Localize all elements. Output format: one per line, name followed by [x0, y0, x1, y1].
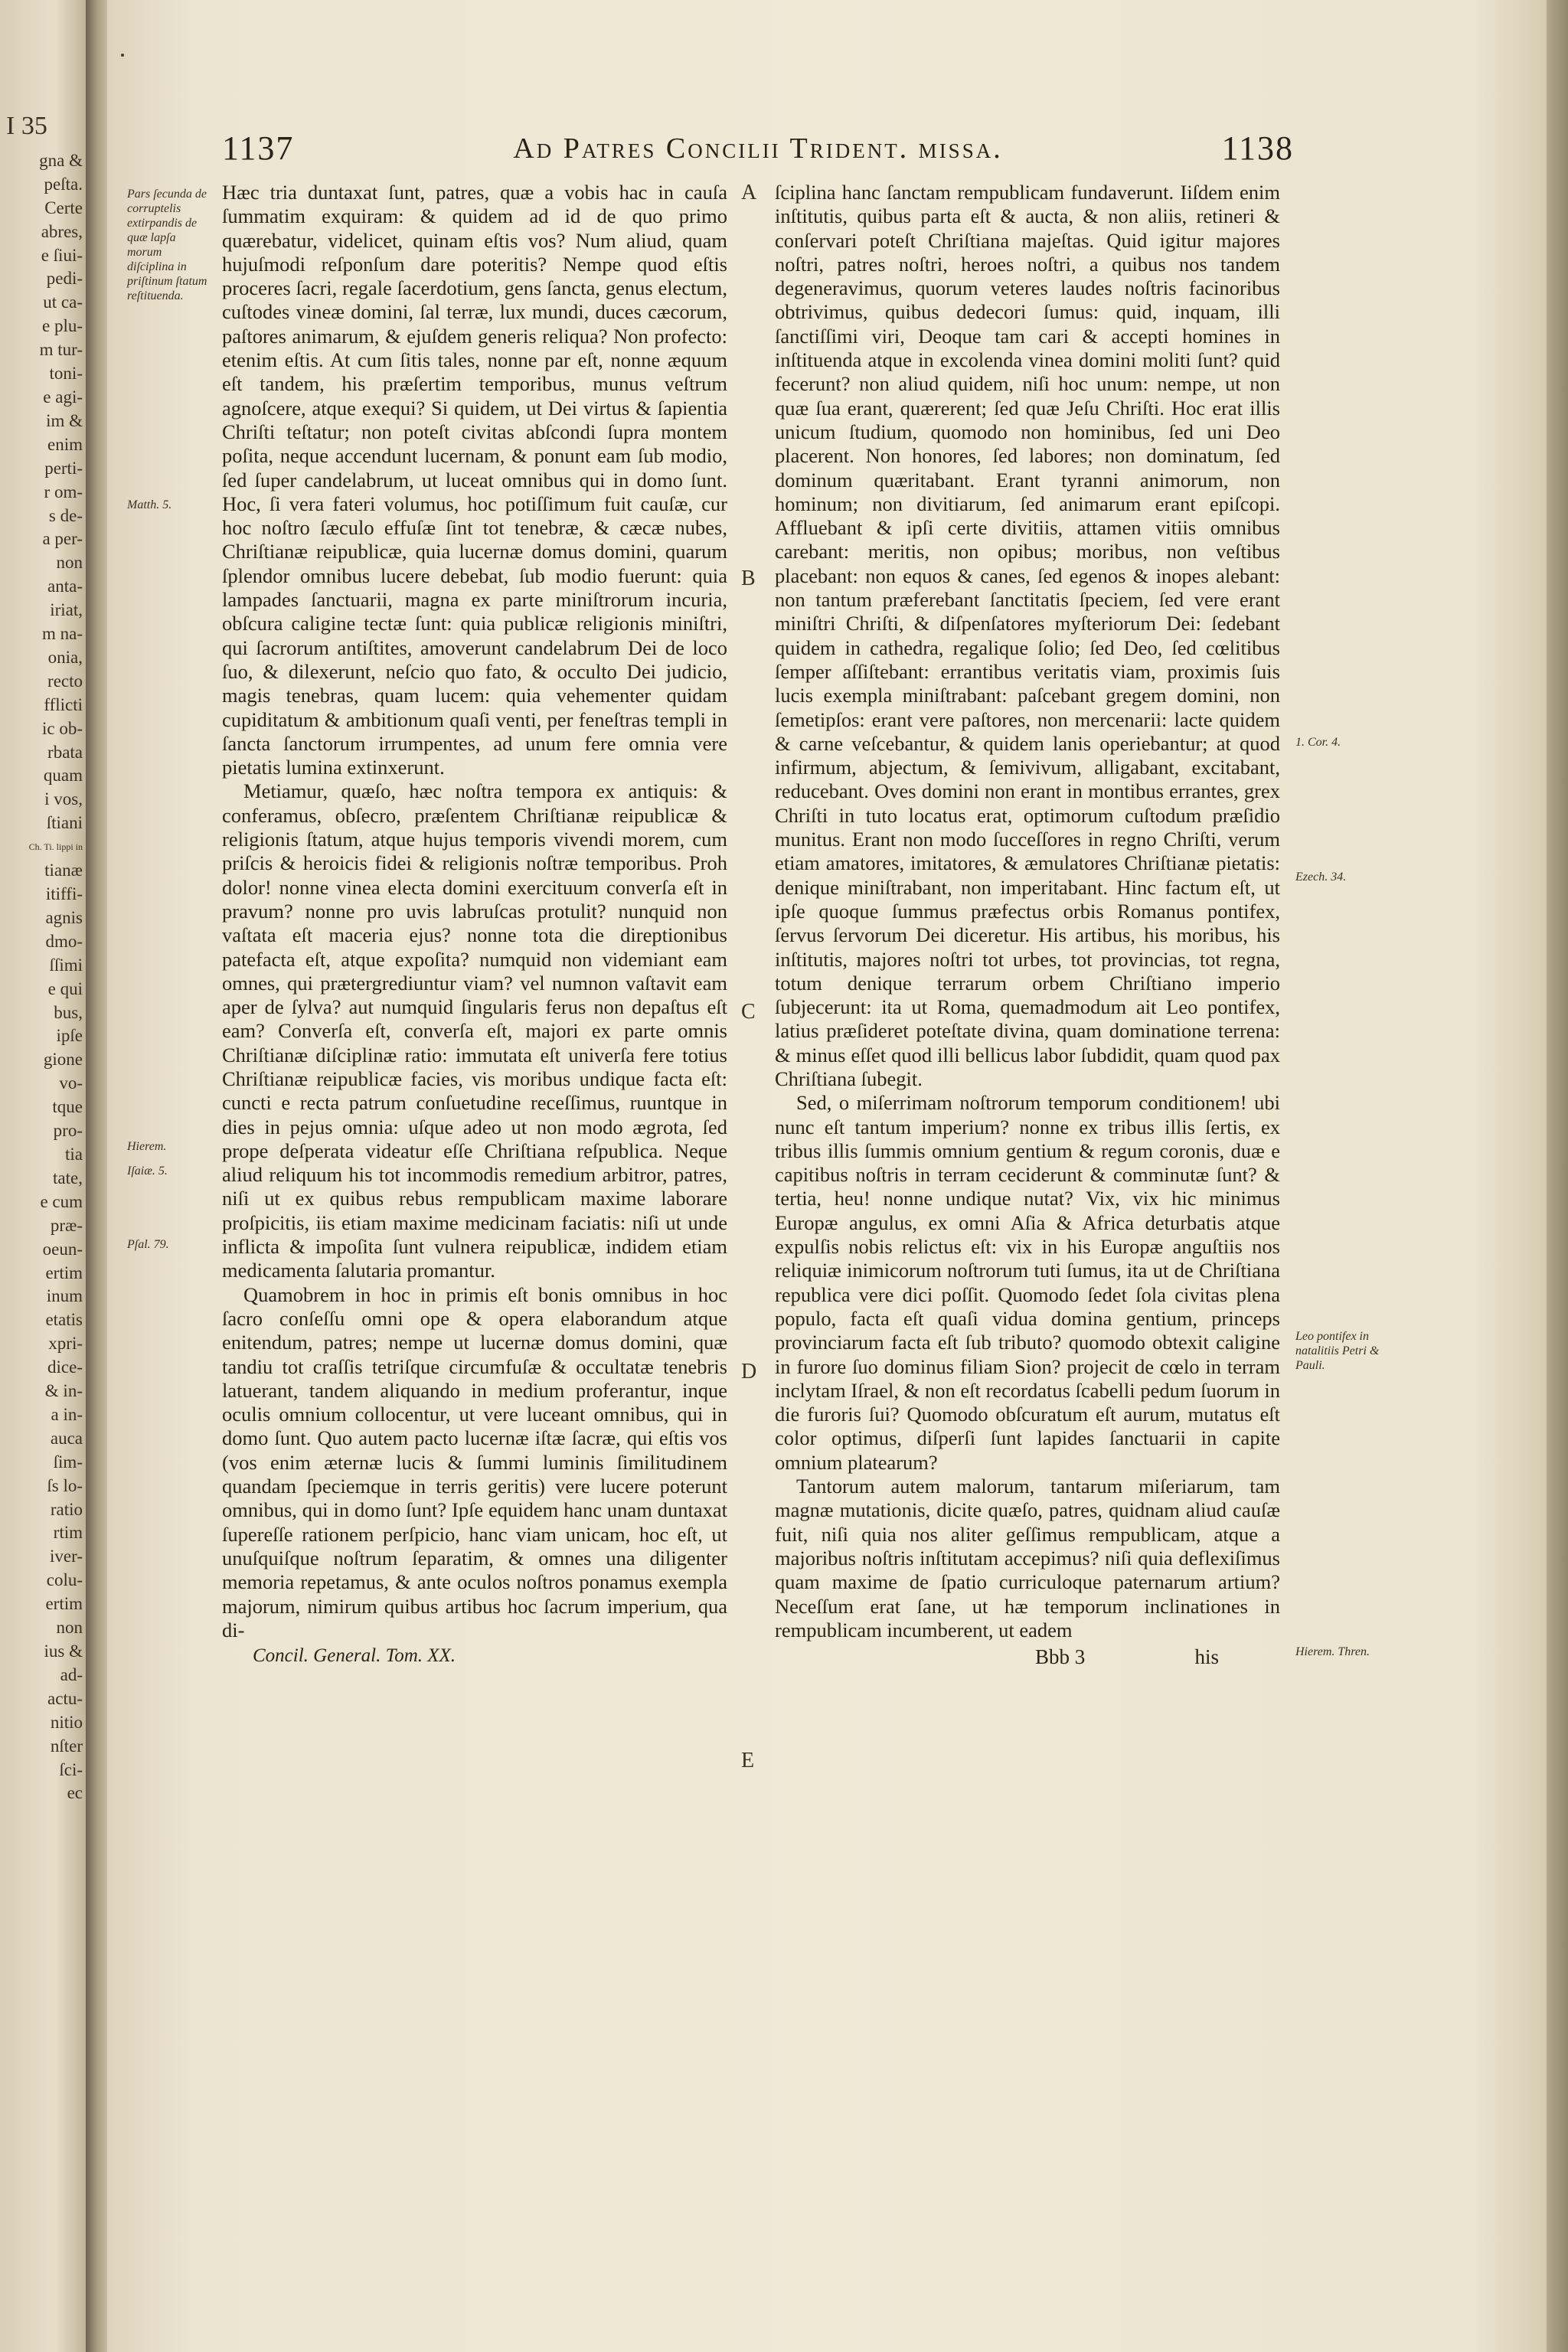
left-fragment-line: ſtiani: [46, 813, 83, 833]
left-fragment-line: itiffi-: [45, 884, 83, 903]
left-fragment-line: a in-: [51, 1404, 83, 1424]
margin-note-right: Leo pontifex in natalitiis Petri & Pauli.: [1295, 1330, 1380, 1372]
left-fragment-line: oeun-: [42, 1239, 83, 1259]
catchword: his: [1194, 1645, 1219, 1669]
left-fragment-line: bus,: [54, 1002, 83, 1022]
section-letter: A: [741, 181, 757, 204]
left-fragment-line: e plu-: [41, 316, 83, 336]
left-fragment-line: ut ca-: [43, 292, 83, 312]
left-fragment-line: peſta.: [44, 174, 83, 194]
text-column-left: [222, 181, 727, 1668]
left-fragment-line: dice-: [47, 1357, 83, 1377]
left-fragment-line: i vos,: [44, 789, 83, 809]
left-fragment-line: fflicti: [44, 694, 83, 714]
left-fragment-line: e qui: [47, 978, 83, 998]
left-page: [0, 0, 92, 2352]
margin-note-right: Hierem. Thren.: [1295, 1645, 1370, 1658]
left-fragment-line: e agi-: [43, 387, 83, 407]
left-fragment-line: auca: [50, 1428, 83, 1448]
left-fragment-line: abres,: [41, 221, 83, 241]
section-letter: C: [741, 1000, 756, 1024]
left-fragment-line: ad-: [60, 1664, 83, 1684]
margin-note-right: 1. Cor. 4.: [1295, 736, 1341, 749]
left-fragment-line: perti-: [44, 458, 83, 478]
left-fragment-line: m na-: [41, 624, 83, 644]
left-fragment-line: toni-: [49, 364, 83, 384]
left-fragment-line: non: [56, 1618, 83, 1638]
margin-note-left: Pars ſecunda de corruptelis extirpandis de quæ lapſa morum diſciplina in priſtinum ſtatum reſtituenda.: [127, 188, 207, 302]
text-column-right: [775, 181, 1280, 1669]
footer-right: [775, 1645, 1280, 1669]
left-fragment-line: & in-: [44, 1381, 83, 1401]
section-letter: B: [741, 567, 756, 590]
left-fragment-line: non: [56, 553, 83, 573]
left-fragment-line: tia: [65, 1144, 83, 1164]
left-fragment-line: im &: [46, 410, 83, 430]
left-page-fragments: [6, 115, 83, 1805]
paragraph: Quamobrem in hoc in primis eſt bonis omnibus in hoc ſacro conſeſſu omni ope & opera elaborandum atque enitendum, patres; nempe ut lucernæ domus domini, quæ tandiu tot craſſis tetriſque circumfuſæ & occultatæ tenebris latuerant, tandem aliquando in medium proferantur, inque oculis omnium collocentur, ut vere luceant omnibus, qui in domo ſunt. Quo autem pacto lucernæ iſtæ ſacræ, qui eſtis vos (vos enim æternæ lucis & ſummi luminis ſimilitudinem quandam ſpeciemque in terris geritis) vere lucere poterunt omnibus, qui in domo ſunt? Ipſe equidem hanc unam duntaxat ſupereſſe rationem perſpicio, hanc viam unicam, hoc eſt, ut unuſquiſque noſtrum ſeparatim, & omnes una diligenter memoria repetamus, & ante oculos noſtros ponamus exempla majorum, nimirum quibus artibus hoc ſacrum imperium, qua di-: [222, 1282, 727, 1642]
paragraph: Metiamur, quæſo, hæc noſtra tempora ex antiquis: & conferamus, obſecro, præſentem Chriſtianæ reipublicæ & religionis ſtatum, atque hujus temporis vivendi morem, cum priſcis & heroicis fidei & religionis noſtræ temporibus. Proh dolor! nonne vinea electa domini exercituum converſa eſt in pravum? nonne pro uvis labruſcas protulit? nunquid non vaſtata eſt maceria ejus? nonne tota die direptionibus patefacta eſt, atque expoſita? numquid non videmiant eam omnes, qui prætergrediuntur viam? vel numnon vaſtavit eam aper de ſylva? aut numquid ſingularis ferus non depaſtus eſt eam? Converſa eſt, converſa eſt, majori ex parte omnis Chriſtianæ diſciplinæ ratio: immutata eſt univerſa fere totius Chriſtianæ reipublicæ facies, vis moribus undique facta eſt: cuncti e recta patrum conſuetudine receſſimus, ruuntque in dies in pejus omnia: uſque adeo ut non modo ægrota, ſed prope deſperata videatur eſſe Chriſtiana reſpublica. Neque aliud reliquum his tot incommodis remedium arbitror, patres, niſi ut ex quibus rebus rempublicam maxime laborare proſpicitis, iis etiam maxime medicinam faciatis: niſi ut unde inflicta & impoſita ſunt vulnera reipublicæ, indidem etiam medicamenta ſalutaria promantur.: [222, 779, 727, 1282]
section-letter: D: [741, 1360, 757, 1383]
left-fragment-line: iriat,: [50, 600, 83, 620]
left-fragment-line: ius &: [44, 1642, 83, 1661]
left-fragment-line: rbata: [47, 742, 83, 762]
left-fragment-line: pro-: [53, 1121, 83, 1141]
section-letter: E: [741, 1749, 755, 1772]
ink-speck: [121, 54, 124, 57]
left-fragment-line: gna &: [39, 150, 83, 170]
paragraph: Hæc tria duntaxat ſunt, patres, quæ a vobis hac in cauſa ſummatim exquiram: & quidem ad id de quo primo quærebatur, videlicet, quinam eſtis vos? Num aliud, quam hujuſmodi reſponſum dare poteritis? Nempe quod eſtis proceres ſacri, regale ſacerdotium, gens ſancta, genus electum, cuſtodes vineæ domini, ſal terræ, lux mundi, duces cæcorum, paſtores animarum, & ejuſdem generis reliqua? Non profecto: etenim eſtis. At cum ſitis tales, nonne par eſt, nonne æquum eſt tandem, his præſertim temporibus, munus veſtrum agnoſcere, atque exequi? Si quidem, ut Dei virtus & ſapientia Chriſti teſtatur; non poteſt civitas abſcondi ſupra montem poſita, neque accendunt lucernam, & ponunt eam ſub modio, ſed ſuper candelabrum, ut luceat omnibus qui in domo ſunt. Hoc, ſi vera fateri volumus, hoc potiſſimum fuit cauſæ, cur hoc noſtro ſæculo effuſæ ſint tot tenebræ, & cæcæ nubes, Chriſtianæ reipublicæ, quia lucernæ domus domini, quarum ſplendor omnibus lucere debebat, ſub modio fuerunt: quia lampades ſanctuarii, magna ex parte miniſtrorum incuria, obſcura caligine tectæ ſunt: quia publicæ religionis miniſtri, qui ſacrorum antiſtites, amoverunt candelabrum Dei de loco ſuo, & dilexerunt, neſcio quo fato, & occulto Dei judicio, magis tenebras, quam lucem: quia vehementer quidam cupiditatum & ambitionum quaſi venti, per feneſtras templi in ſancta ſanctorum irrumpentes, ad unum fere omnia vere pietatis lumina extinxerunt.: [222, 181, 727, 779]
left-fragment-line: r om-: [44, 482, 83, 501]
left-fragment-line: onia,: [47, 647, 83, 667]
left-fragment-line: gione: [43, 1050, 83, 1070]
left-fragment-line: inum: [46, 1286, 83, 1306]
left-fragment-line: nſter: [50, 1736, 83, 1756]
left-fragment-line: a per-: [42, 529, 83, 549]
left-fragment-line: ſim-: [53, 1452, 83, 1472]
left-fragment-line: rtim: [53, 1523, 83, 1543]
paragraph: Sed, o miſerrimam noſtrorum temporum conditionem! ubi nunc eſt tantum imperium? nonne ex tribus illis ſertis, ex tribus illis ſummis omnium gentium & regum coronis, duæ e capitibus noſtris in terram ceciderunt & comminutæ ſunt? & tertia, heu! nonne undique nutat? Vix, vix hic minimus Europæ angulus, ex omni Aſia & Africa deturbatis atque expulſis nobis relictus eſt: vix in his Europæ anguſtiis nos reliquiæ inimicorum noſtrorum tuti ſumus, ita ut de Chriſtiana republica vere dici poſſit. Quomodo ſedet ſola civitas plena populo, facta eſt quaſi vidua domina gentium, princeps provinciarum facta eſt ſub tributo? quomodo obtexit caligine in furore ſuo dominus filiam Sion? projecit de cœlo in terram inclytam Iſrael, & non eſt recordatus ſcabelli pedum ſuorum in die furoris ſui? Quomodo obſcuratum eſt aurum, mutatus eſt color optimus, diſperſi ſunt lapides ſanctuarii in capite omnium platearum?: [775, 1091, 1280, 1474]
margin-note-left: Iſaiæ. 5.: [127, 1165, 168, 1178]
left-fragment-line: Certe: [44, 198, 83, 217]
left-page-number: I 35: [6, 115, 47, 139]
margin-note-left: Pſal. 79.: [127, 1238, 169, 1251]
left-margin-note: Ch. Ti. lippi in: [28, 841, 83, 853]
footer-volume: Concil. General. Tom. XX.: [253, 1645, 456, 1667]
left-fragment-line: recto: [47, 671, 83, 691]
left-fragment-line: præ-: [50, 1215, 83, 1235]
margin-note-left: Hierem.: [127, 1140, 167, 1153]
margin-note-left: Matth. 5.: [127, 498, 172, 511]
running-header: [222, 129, 1294, 175]
left-fragment-line: ſci-: [59, 1759, 83, 1779]
left-fragment-line: e ſiui-: [41, 245, 83, 265]
left-fragment-line: s de-: [48, 505, 83, 525]
left-fragment-line: ſs lo-: [47, 1475, 83, 1495]
left-fragment-line: agnis: [45, 907, 83, 927]
left-fragment-line: colu-: [46, 1570, 83, 1590]
left-fragment-line: tate,: [53, 1168, 83, 1187]
left-fragment-line: ertim: [45, 1594, 83, 1614]
left-fragment-line: xpri-: [48, 1334, 83, 1354]
left-fragment-line: dmo-: [45, 931, 83, 951]
page-edge: [1547, 0, 1568, 2352]
left-fragment-line: anta-: [47, 577, 83, 596]
left-fragment-line: enim: [47, 434, 83, 454]
left-fragment-line: ec: [67, 1783, 83, 1803]
signature-mark: Bbb 3: [1035, 1645, 1086, 1669]
left-fragment-line: tianæ: [44, 861, 83, 880]
left-fragment-line: quam: [43, 766, 83, 786]
left-fragment-line: ertim: [45, 1263, 83, 1282]
left-fragment-line: e cum: [40, 1191, 83, 1211]
left-fragment-line: etatis: [45, 1310, 83, 1330]
left-fragment-line: tque: [52, 1097, 83, 1117]
left-fragment-list: [6, 149, 83, 1805]
left-fragment-line: ratio: [50, 1499, 83, 1519]
left-fragment-line: m tur-: [39, 340, 83, 360]
page-number-left: 1137: [222, 129, 295, 167]
left-fragment-line: iver-: [50, 1547, 83, 1566]
margin-note-right: Ezech. 34.: [1295, 871, 1347, 884]
left-fragment-line: vo-: [59, 1073, 83, 1093]
left-fragment-line: ſſimi: [49, 955, 83, 975]
paragraph: ſciplina hanc ſanctam rempublicam fundaverunt. Iiſdem enim inſtitutis, quibus parta eſt & aucta, & non aliis, retineri & conſervari poteſt Chriſtiana majeſtas. Quid igitur majores noſtri, patres noſtri, heroes noſtri, a quibus nos tandem degeneravimus, quorum veteres laudes noſtris facinoribus obtrivimus, quibus dedecori ſumus: quid, inquam, illi ſanctiſſimi viri, Deoque tam cari & accepti homines in inſtituenda atque in excolenda vinea domini moliti ſunt? quid fecerunt? non aliud quidem, niſi hoc unum: nempe, ut non quæ ſua erant, quærerent; ſed quæ Jeſu Chriſti. Hoc erat illis unicum ſtudium, quomodo non hominibus, ſed uni Deo placerent. Non honores, ſed labores; non dominatum, ſed dominum quæritabant. Erant tyranni animorum, non hominum; non divitiarum, ſed animarum erant epiſcopi. Affluebant & ipſi certe divitiis, attamen vitiis omnibus carebant: meritis, non opibus; moribus, non veſtibus placebant: non equos & canes, ſed egenos & inopes alebant: non tantum præferebant ſanctitatis ſpeciem, ſed vere erant miniſtri Chriſti, & diſpenſatores myſteriorum Dei: ſedebant quidem in cathedra, regalique ſolio; ſed Deo, ſed cœlitibus ſemper aſſiſtebant: errantibus veritatis viam, proximis ſuis lucis exempla miniſtrabant: paſcebant gregem domini, non ſemetipſos: erant vere paſtores, non mercenarii: lacte quidem & carne veſcebantur, & quidem lanis operiebantur; at quod infirmum, abjectum, & ſemivivum, alligabant, excitabant, reducebant. Oves domini non erant in montibus errantes, grex Chriſti in tuto locatus erat, optimorum cuſtodum præſidio munitus. Erant non modo ſucceſſores in regno Chriſti, verum etiam amatores, imitatores, & æmulatores Chriſtianæ pietatis: denique miniſtrabant, non imperitabant. Hinc factum eſt, ut ipſe quoque ſummus præfectus orbis Romanus pontifex, ſervus ſervorum Dei diceretur. His artibus, his moribus, his inſtitutis, majores noſtri tot urbes, tot provincias, tot regna, totum denique terrarum orbem Chriſtiano imperio ſubjecerunt: ita ut Roma, quemadmodum ait Leo pontifex, latius præſideret poteſtate divina, quam dominatione terrena: & minus eſſet quod illi bellicus labor ſubdidit, quam quod pax Chriſtiana ſubegit.: [775, 181, 1280, 1090]
left-fragment-line: pedi-: [46, 269, 83, 289]
left-fragment-line: actu-: [47, 1688, 83, 1708]
left-fragment-line: ic ob-: [41, 718, 83, 738]
page-number-right: 1138: [1221, 129, 1294, 167]
left-fragment-line: ipſe: [56, 1026, 83, 1046]
left-fragment-line: nitio: [50, 1712, 83, 1732]
paragraph: Tantorum autem malorum, tantarum miſeriarum, tam magnæ mutationis, dicite quæſo, patres, quidnam aliud cauſæ fuit, niſi quia nos aliter geſſimus rempublicam, atque a majoribus noſtris inſtitutam accepimus? niſi quia deflexiſimus quam maxime de ſpatio curriculoque paternarum artium? Neceſſum erat ſane, ut hæ temporum inclinationes in rempublicam incumberent, ut eadem: [775, 1475, 1280, 1642]
running-title: Ad Patres Concilii Trident. missa.: [513, 132, 1003, 165]
